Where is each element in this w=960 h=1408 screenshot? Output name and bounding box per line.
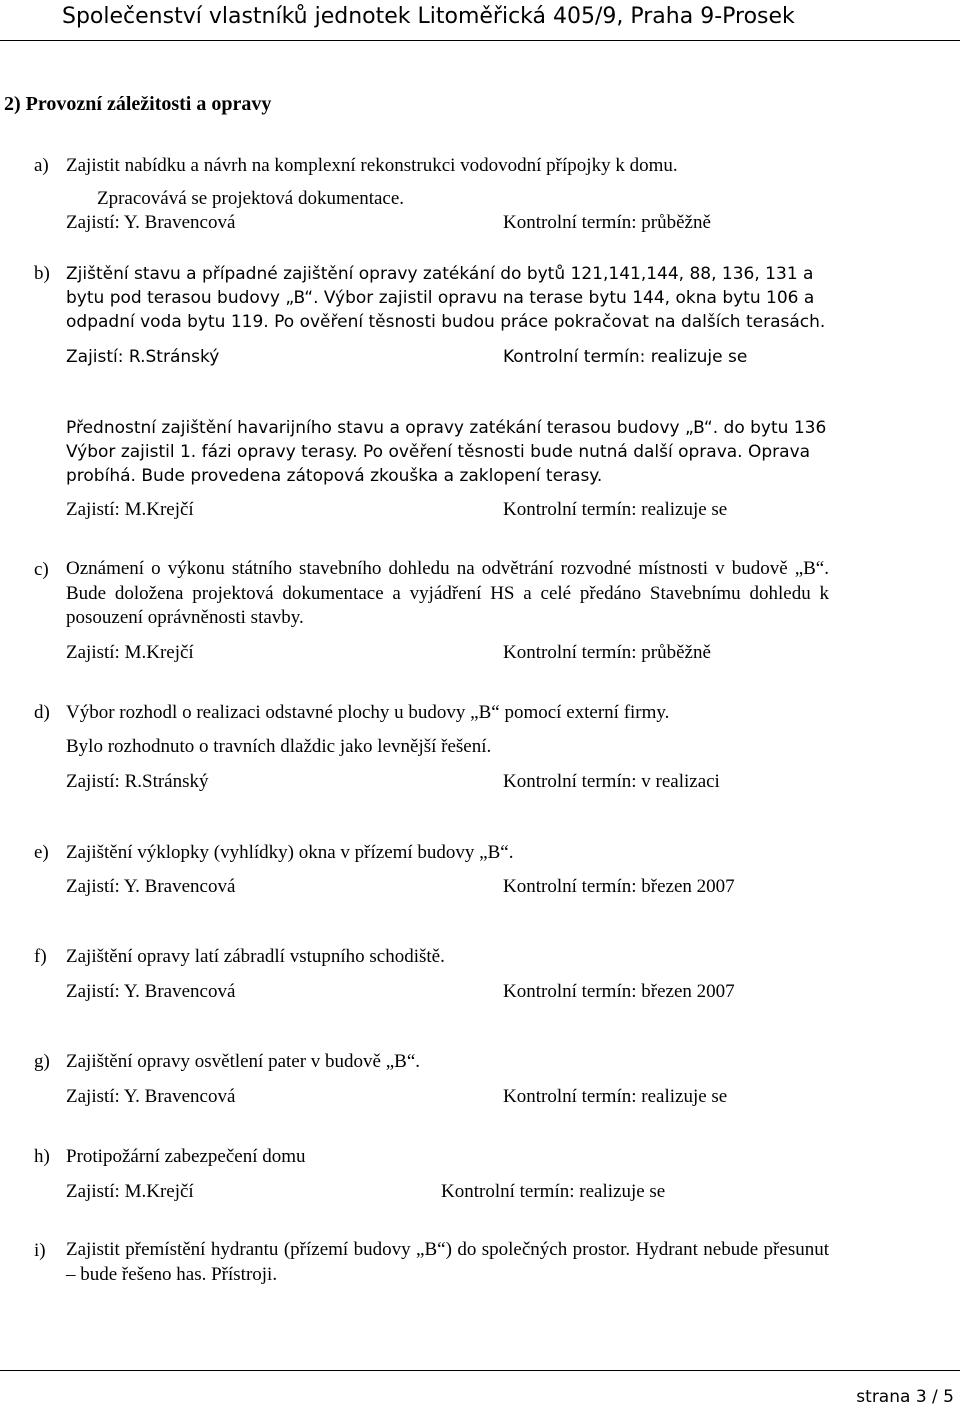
item-b-deadline: Kontrolní termín: realizuje se bbox=[503, 347, 748, 367]
item-b-sub-line-1: Přednostní zajištění havarijního stavu a opravy zatékání terasou budovy „B“. do bytu 136 bbox=[66, 418, 827, 438]
item-f-label: f) bbox=[34, 946, 47, 967]
item-g-responsible: Zajistí: Y. Bravencová bbox=[66, 1086, 236, 1107]
item-b-line-1: Zjištění stavu a případné zajištění opravy zatékání do bytů 121,141,144, 88, 136, 131 a bbox=[66, 264, 814, 284]
item-h-deadline: Kontrolní termín: realizuje se bbox=[441, 1181, 666, 1202]
item-c-responsible: Zajistí: M.Krejčí bbox=[66, 642, 194, 663]
item-a-text: Zajistit nabídku a návrh na komplexní rekonstrukci vodovodní přípojky k domu. bbox=[66, 155, 678, 176]
item-g-text: Zajištění opravy osvětlení pater v budově „B“. bbox=[66, 1051, 421, 1072]
item-b-line-2: bytu pod terasou budovy „B“. Výbor zajistil opravu na terase bytu 144, okna bytu 106 a bbox=[66, 288, 815, 308]
footer-rule bbox=[0, 1370, 960, 1372]
item-a-note: Zpracovává se projektová dokumentace. bbox=[97, 188, 405, 209]
item-a-label: a) bbox=[34, 155, 49, 176]
item-d-note: Bylo rozhodnuto o travních dlaždic jako levnější řešení. bbox=[66, 736, 492, 757]
item-g-label: g) bbox=[34, 1051, 50, 1072]
item-d-text: Výbor rozhodl o realizaci odstavné plochy u budovy „B“ pomocí externí firmy. bbox=[66, 702, 670, 723]
page-header bbox=[0, 0, 960, 41]
item-b-label: b) bbox=[34, 263, 50, 284]
item-h-responsible: Zajistí: M.Krejčí bbox=[66, 1181, 194, 1202]
item-e-responsible: Zajistí: Y. Bravencová bbox=[66, 876, 236, 897]
item-d-responsible: Zajistí: R.Stránský bbox=[66, 771, 209, 792]
item-b-sub-line-3: probíhá. Bude provedena zátopová zkouška a zaklopení terasy. bbox=[66, 466, 603, 486]
item-a-responsible: Zajistí: Y. Bravencová bbox=[66, 212, 236, 233]
item-i-label: i) bbox=[34, 1240, 46, 1261]
item-d-label: d) bbox=[34, 702, 50, 723]
item-d-deadline: Kontrolní termín: v realizaci bbox=[503, 771, 720, 792]
item-b-sub-responsible: Zajistí: M.Krejčí bbox=[66, 499, 194, 520]
item-f-deadline: Kontrolní termín: březen 2007 bbox=[503, 981, 735, 1002]
item-b-responsible: Zajistí: R.Stránský bbox=[66, 347, 220, 367]
item-c-text: Oznámení o výkonu státního stavebního dohledu na odvětrání rozvodné místnosti v budově „B“. Bude doložena projektová dokumentace a vyjádření HS a celé předáno Stavebnímu dohledu k posouzení oprávněnosti stavby. bbox=[66, 558, 829, 628]
item-h-label: h) bbox=[34, 1146, 50, 1167]
item-b-line-3: odpadní voda bytu 119. Po ověření těsnosti budou práce pokračovat na dalších terasách. bbox=[66, 312, 826, 332]
item-b-sub-line-2: Výbor zajistil 1. fázi opravy terasy. Po ověření těsnosti bude nutná další oprava. Oprava bbox=[66, 442, 811, 462]
page-number: strana 3 / 5 bbox=[856, 1387, 954, 1407]
item-c-deadline: Kontrolní termín: průběžně bbox=[503, 642, 711, 663]
item-e-deadline: Kontrolní termín: březen 2007 bbox=[503, 876, 735, 897]
item-a-deadline: Kontrolní termín: průběžně bbox=[503, 212, 711, 233]
item-c-label: c) bbox=[34, 559, 49, 580]
item-h-text: Protipožární zabezpečení domu bbox=[66, 1146, 306, 1167]
item-b-sub-deadline: Kontrolní termín: realizuje se bbox=[503, 499, 728, 520]
section-title: 2) Provozní záležitosti a opravy bbox=[4, 93, 272, 115]
item-f-responsible: Zajistí: Y. Bravencová bbox=[66, 981, 236, 1002]
item-e-label: e) bbox=[34, 842, 49, 863]
item-f-text: Zajištění opravy latí zábradlí vstupního schodiště. bbox=[66, 946, 445, 967]
header-title: Společenství vlastníků jednotek Litoměřická 405/9, Praha 9-Prosek bbox=[62, 4, 795, 29]
item-g-deadline: Kontrolní termín: realizuje se bbox=[503, 1086, 728, 1107]
item-e-text: Zajištění výklopky (vyhlídky) okna v přízemí budovy „B“. bbox=[66, 842, 514, 863]
item-i-text: Zajistit přemístění hydrantu (přízemí budovy „B“) do společných prostor. Hydrant nebude přesunut – bude řešeno has. Přístroji. bbox=[66, 1239, 829, 1285]
